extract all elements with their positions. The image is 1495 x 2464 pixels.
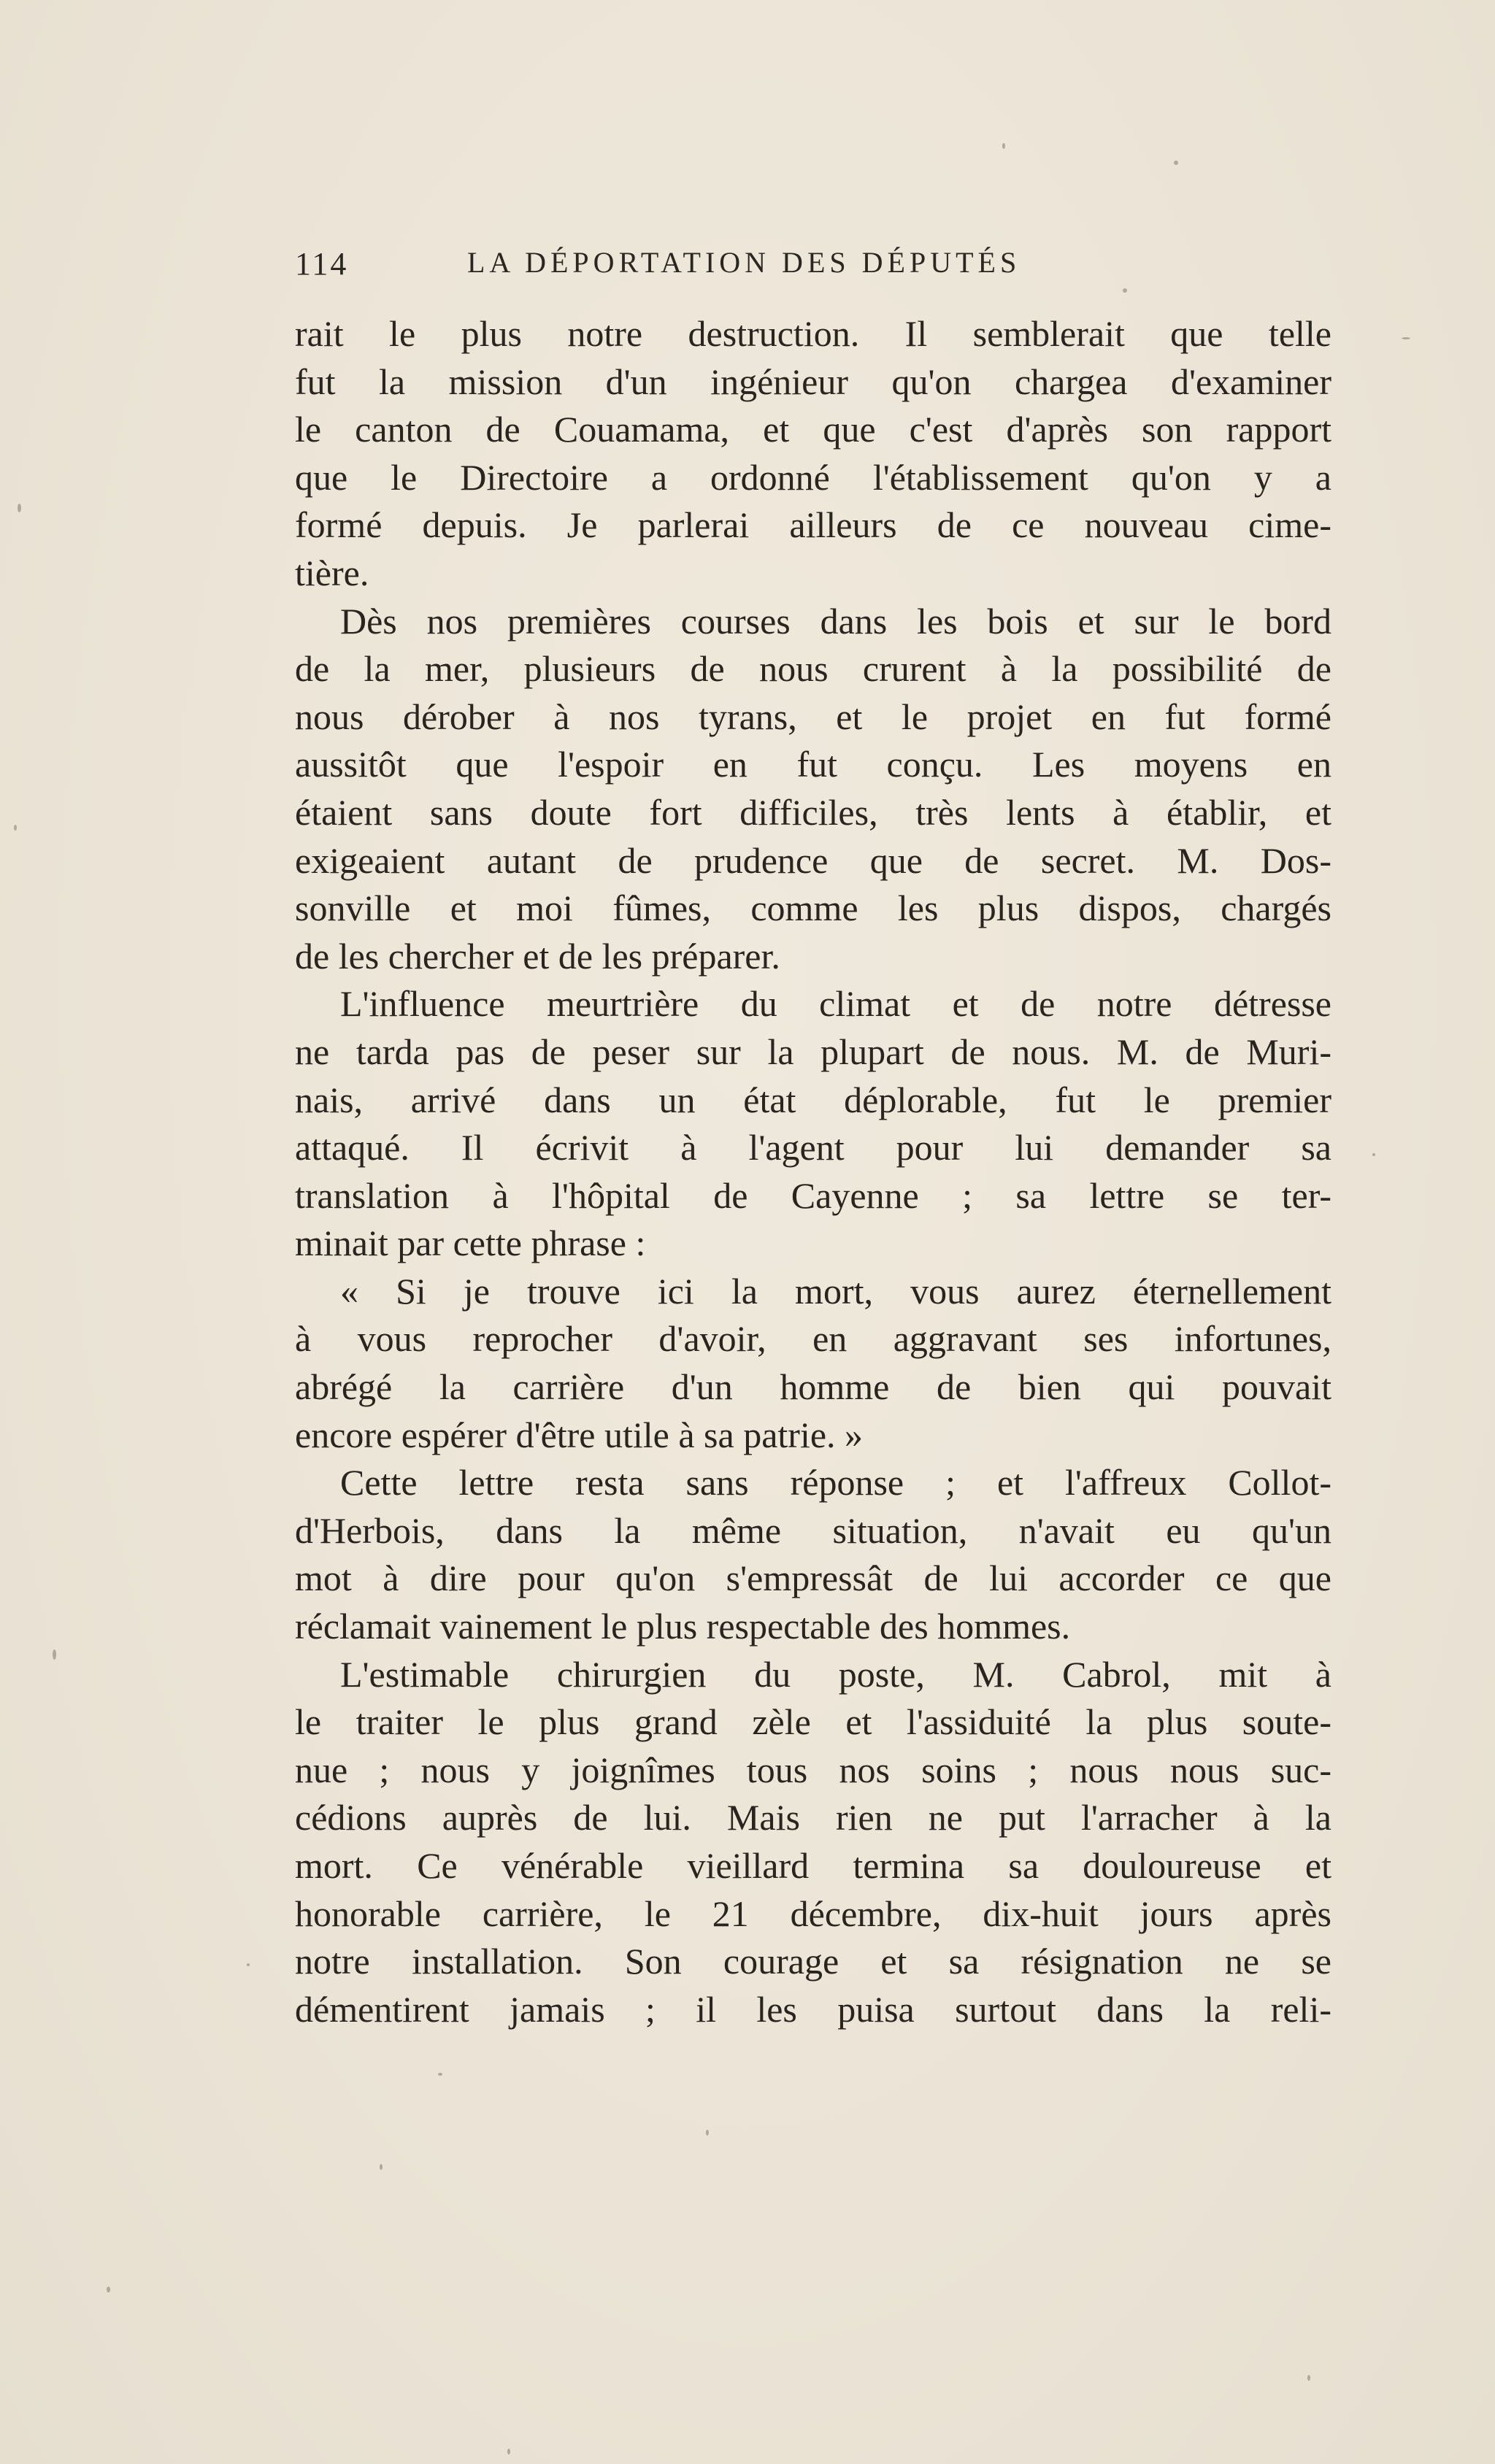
text-line: ne tarda pas de peser sur la plupart de nous. M. de Muri- [295,1031,1331,1072]
paper-speck [247,1963,250,1966]
paper-speck [507,2449,510,2455]
paper-speck [1307,2375,1310,2381]
paper-speck [107,2287,110,2292]
text-line: démentirent jamais ; il les puisa surtout dans la reli- [295,1988,1331,2030]
text-line: de les chercher et de les préparer. [295,935,780,977]
text-line: encore espérer d'être utile à sa patrie. » [295,1414,864,1455]
paper-speck [14,825,17,831]
text-line: translation à l'hôpital de Cayenne ; sa lettre se ter- [295,1174,1331,1216]
text-line: le traiter le plus grand zèle et l'assiduité la plus soute- [295,1701,1331,1743]
text-line: abrégé la carrière d'un homme de bien qui pouvait [295,1366,1331,1408]
page-number: 114 [295,246,349,282]
paper-speck [1372,1153,1375,1156]
text-line: d'Herbois, dans la même situation, n'avait eu qu'un [295,1509,1331,1551]
text-line: à vous reprocher d'avoir, en aggravant ses infortunes, [295,1318,1331,1360]
text-line: nous dérober à nos tyrans, et le projet en fut formé [295,696,1331,737]
text-line: étaient sans doute fort difficiles, très lents à établir, et [295,791,1331,833]
paper-speck [706,2130,709,2136]
text-line: mort. Ce vénérable vieillard termina sa douloureuse et [295,1845,1331,1886]
text-line: que le Directoire a ordonné l'établissement qu'on y a [295,456,1331,498]
text-line: cédions auprès de lui. Mais rien ne put l'arracher à la [295,1797,1331,1839]
text-line: honorable carrière, le 21 décembre, dix-huit jours après [295,1893,1331,1934]
text-line: rait le plus notre destruction. Il semblerait que telle [295,313,1331,354]
text-line: L'influence meurtrière du climat et de notre détresse [340,983,1331,1025]
text-line: tière. [295,552,369,593]
running-title: LA DÉPORTATION DES DÉPUTÉS [467,246,1021,279]
text-line: sonville et moi fûmes, comme les plus dispos, chargés [295,888,1331,929]
text-line: fut la mission d'un ingénieur qu'on chargea d'examiner [295,361,1331,402]
text-line: Dès nos premières courses dans les bois et sur le bord [340,600,1331,642]
text-line: notre installation. Son courage et sa résignation ne se [295,1941,1331,1982]
text-line: minait par cette phrase : [295,1223,646,1264]
paper-speck [438,2073,442,2076]
paper-speck [1402,337,1410,339]
paper-speck [53,1649,56,1660]
text-line: attaqué. Il écrivit à l'agent pour lui demander sa [295,1127,1331,1169]
text-line: « Si je trouve ici la mort, vous aurez éternellement [340,1270,1331,1312]
paper-speck [1002,143,1005,149]
paper-speck [1123,288,1127,293]
paper-speck [18,504,21,512]
text-line: Cette lettre resta sans réponse ; et l'affreux Collot- [340,1462,1331,1504]
paper-speck [380,2164,383,2170]
text-line: de la mer, plusieurs de nous crurent à la possibilité de [295,648,1331,690]
page-header [295,245,1164,289]
text-line: L'estimable chirurgien du poste, M. Cabrol, mit à [340,1653,1331,1695]
text-line: formé depuis. Je parlerai ailleurs de ce nouveau cime- [295,504,1331,546]
text-line: nue ; nous y joignîmes tous nos soins ; nous nous suc- [295,1749,1331,1790]
body-text [295,310,1331,2033]
text-line: exigeaient autant de prudence que de secret. M. Dos- [295,839,1331,881]
text-line: aussitôt que l'espoir en fut conçu. Les moyens en [295,744,1331,785]
text-line: réclamait vainement le plus respectable des hommes. [295,1606,1071,1647]
paper-speck [1174,161,1178,165]
text-line: le canton de Couamama, et que c'est d'après son rapport [295,409,1331,450]
text-line: mot à dire pour qu'on s'empressât de lui accorder ce que [295,1558,1331,1599]
text-line: nais, arrivé dans un état déplorable, fut le premier [295,1079,1331,1120]
